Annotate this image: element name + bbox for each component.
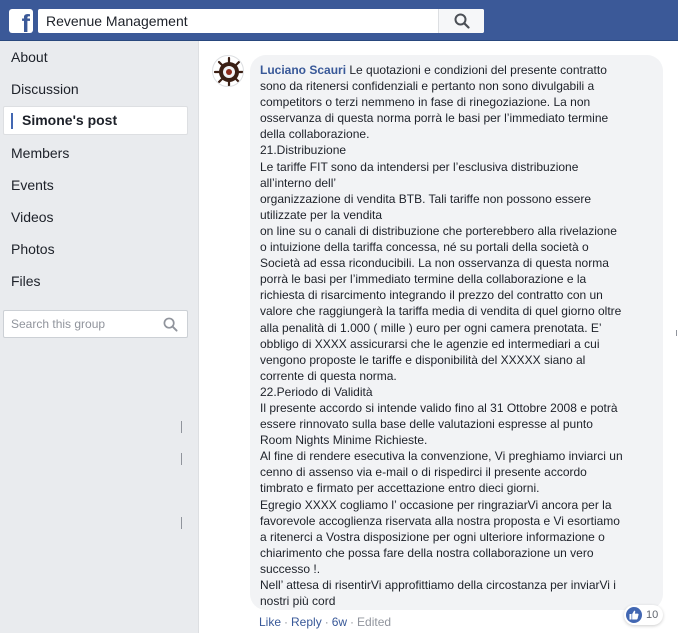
like-link[interactable]: Like: [259, 615, 282, 629]
commenter-avatar[interactable]: [212, 55, 244, 87]
scroll-mark: [676, 330, 677, 336]
comment-bubble: [250, 55, 663, 610]
comment-body: [260, 62, 652, 609]
action-separator: ·: [324, 615, 329, 629]
sidebar-item-videos[interactable]: Videos: [11, 209, 54, 225]
comment-author-link[interactable]: Luciano Scauri: [260, 63, 347, 77]
reaction-summary[interactable]: [624, 605, 663, 625]
reaction-count: 10: [646, 609, 659, 621]
post-content: [198, 41, 678, 633]
sidebar-item-simones-post[interactable]: Simone's post: [3, 106, 188, 135]
search-icon: [454, 13, 470, 29]
sidebar-item-photos[interactable]: Photos: [11, 241, 55, 257]
search-icon[interactable]: [163, 317, 178, 332]
group-search-box: [3, 310, 188, 338]
scroll-mark: [181, 421, 182, 433]
top-bar: [0, 0, 678, 41]
scroll-mark: [181, 453, 182, 465]
avatar-emblem-icon: [213, 56, 244, 87]
comment-actions: [259, 615, 391, 629]
comment-text: Le quotazioni e condizioni del presente contratto sono da ritenersi confidenziali e pertanto non sono divulgabili a competitors o terzi nemmeno in fase di rinegoziazione. La non osservanza di questa norma porrà le basi per l’immediato termine della collaborazione. 21.Distribuzione Le tariffe FIT sono da intendersi per l’esclusiva distribuzione all’interno dell’ organizzazione di vendita BTB. Tali tariffe non possono essere utilizzate per la vendita on line su o canali di distribuzione che porterebbero alla rivelazione o intuizione della tariffa concessa, né su portali della società o Società ad essa riconducibili. La non osservanza di questa norma porrà le basi per l’immediato termine della collaborazione e la richiesta di risarcimento integrando il prezzo del contratto con un valore che raggiungerà la tariffa media di vendita di quel giorno oltre alla penalità di 1.000 ( mille ) euro per ogni camera prenotata. E’ obbligo di XXXX assicurarsi che le agenzie ed intermediari a cui vengono proposte le tariffe e disponibilità del XXXXX siano al corrente di questa norma. 22.Periodo di Validità Il presente accordo si intende valido fino al 31 Ottobre 2008 e potrà essere rinnovato sulla base delle valutazioni espresse al punto Room Nights Minime Richieste. Al fine di rendere esecutiva la convenzione, Vi preghiamo inviarci un cenno di assenso via e-mail o di rispedirci il presente accordo timbrato e firmato per accettazione entro dieci giorni. Egregio XXXX cogliamo l’ occasione per ringraziarVi ancora per la favorevole accoglienza riservata alla nostra proposta e Vi esortiamo a ritenerci a Vostra disposizione per ogni ulteriore informazione o chiarimento che possa fare della nostra collaborazione un vero successo !. Nell’ attesa di risentirVi approfittiamo della circostanza per inviarVi i nostri più cord: [260, 63, 623, 609]
like-reaction-icon: [626, 607, 642, 623]
sidebar-item-files[interactable]: Files: [11, 273, 41, 289]
edited-label[interactable]: Edited: [357, 615, 392, 629]
group-search-input[interactable]: [4, 311, 154, 337]
comment-timestamp[interactable]: 6w: [331, 615, 348, 629]
action-separator: ·: [350, 615, 355, 629]
sidebar-item-about[interactable]: About: [11, 49, 48, 65]
sidebar-item-events[interactable]: Events: [11, 177, 54, 193]
group-sidebar: [0, 41, 198, 633]
sidebar-item-members[interactable]: Members: [11, 145, 70, 161]
scroll-mark: [181, 517, 182, 529]
sidebar-item-discussion[interactable]: Discussion: [11, 81, 79, 97]
facebook-logo[interactable]: [9, 9, 33, 33]
reply-link[interactable]: Reply: [291, 615, 322, 629]
thumbs-up-icon: [629, 610, 639, 620]
top-search-input[interactable]: [38, 9, 438, 33]
top-search-button[interactable]: [438, 9, 484, 33]
top-search-box: [38, 9, 484, 33]
facebook-logo-letter: f: [21, 10, 30, 33]
action-separator: ·: [284, 615, 289, 629]
